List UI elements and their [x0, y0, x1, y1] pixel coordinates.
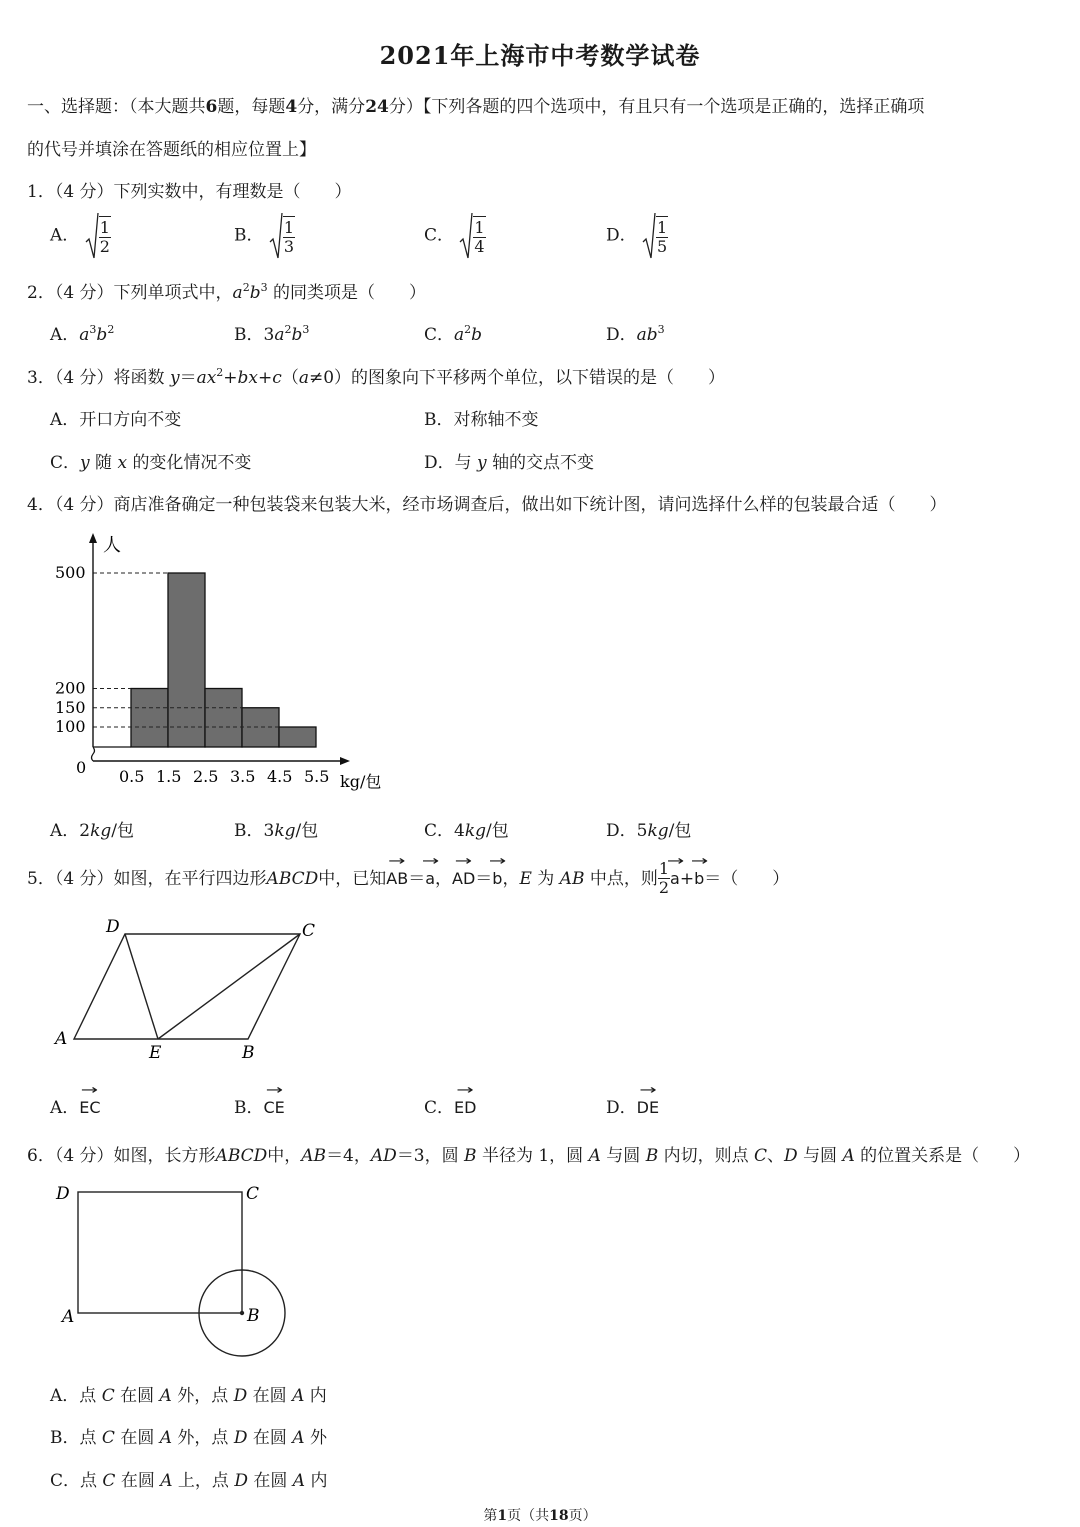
q3-option-a[interactable]: A．开口方向不变	[50, 410, 182, 430]
y-tick-label: 100	[55, 717, 86, 736]
q4-option-d[interactable]: D．5kg/包	[606, 821, 692, 841]
y-tick-label: 0	[76, 758, 87, 777]
q4-option-a[interactable]: A．2kg/包	[50, 821, 135, 841]
q3-option-d[interactable]: D．与 y 轴的交点不变	[424, 453, 595, 473]
histogram-bar	[205, 689, 242, 748]
label-c: C	[302, 921, 316, 941]
y-tick-label: 200	[55, 678, 86, 698]
question-2-stem: 2．（4 分）下列单项式中，$a^2b^3$ 的同类项是（ ）	[27, 281, 426, 303]
q2-option-a[interactable]: A．$a^3b^2$	[50, 323, 115, 345]
q1-option-c[interactable]: C． $\frac{1}{4}$	[424, 212, 486, 260]
q5-option-b[interactable]: B．→ CE	[234, 1093, 285, 1118]
rectangle-circle-figure	[50, 1178, 300, 1363]
x-tick-label: 3.5	[230, 767, 256, 786]
q5-option-d[interactable]: D．→ DE	[606, 1093, 659, 1118]
section-instructions: 一、选择题：（本大题共6题，每题4分，满分24分）【下列各题的四个选项中，有且只有一个选项是正确的，选择正确项	[27, 97, 925, 117]
question-1-stem: 1．（4 分）下列实数中，有理数是（ ）	[27, 182, 352, 202]
q2-option-c[interactable]: C．$a^2b$	[424, 323, 483, 345]
label-d: D	[106, 917, 120, 937]
histogram-chart	[40, 525, 400, 805]
page-footer: 第1页（共18页）	[483, 1508, 597, 1524]
q6-option-a[interactable]: A．点 C 在圆 A 外，点 D 在圆 A 内	[50, 1386, 327, 1406]
y-axis-label: 人	[103, 535, 121, 556]
x-tick-label: 5.5	[304, 767, 330, 786]
y-tick-label: 500	[55, 563, 86, 582]
page-title: 2021年上海市中考数学试卷	[379, 41, 701, 70]
x-tick-label: 0.5	[119, 767, 145, 786]
q5-option-c[interactable]: C．→ ED	[424, 1093, 476, 1118]
segment-ec	[158, 934, 300, 1039]
x-tick-label: 4.5	[267, 767, 293, 786]
q5-option-a[interactable]: A．→ EC	[50, 1093, 101, 1118]
section-instructions-cont: 的代号并填涂在答题纸的相应位置上】	[27, 140, 316, 160]
question-3-stem: 3．（4 分）将函数 $y=ax^2+bx+c(a\ne 0)$的图象向下平移两个单位，以下错误的是（ ）	[27, 366, 726, 388]
axis-break	[92, 747, 95, 761]
histogram-bar	[168, 573, 205, 747]
parallelogram-abcd	[74, 934, 300, 1039]
q4-option-c[interactable]: C．4kg/包	[424, 821, 509, 841]
x-axis-arrow	[340, 757, 350, 765]
y-axis-arrow	[89, 533, 97, 543]
segment-de	[125, 934, 158, 1039]
point-b	[240, 1311, 244, 1315]
y-tick-label: 150	[55, 697, 86, 717]
x-tick-label: 1.5	[156, 767, 182, 786]
parallelogram-figure	[50, 912, 330, 1067]
label-c: C	[246, 1184, 260, 1204]
x-tick-label: 2.5	[193, 767, 219, 786]
histogram-bar	[131, 689, 168, 748]
q1-option-d[interactable]: D． $\frac{1}{5}$	[606, 212, 668, 260]
histogram-bar	[279, 727, 316, 747]
label-a: A	[55, 1029, 68, 1049]
label-b: B	[242, 1043, 255, 1063]
label-b: B	[247, 1306, 260, 1326]
question-5-stem: 5．（4 分）如图，在平行四边形ABCD中，已知→ AB＝→ a，→ AD＝→ b，E 为 AB 中点，则 $\frac{1}{2}$ → a+→ b＝（ ）	[27, 862, 789, 897]
label-a: A	[62, 1307, 75, 1327]
label-e: E	[149, 1043, 162, 1063]
question-6-stem: 6．（4 分）如图，长方形ABCD中，AB＝4，AD＝3，圆 B 半径为 1，圆 A 与圆 B 内切，则点 C、D 与圆 A 的位置关系是（ ）	[27, 1146, 1031, 1166]
q1-option-b[interactable]: B． $\frac{1}{3}$	[234, 212, 295, 260]
q6-option-b[interactable]: B．点 C 在圆 A 外，点 D 在圆 A 外	[50, 1428, 327, 1448]
q6-option-c[interactable]: C．点 C 在圆 A 上，点 D 在圆 A 内	[50, 1471, 328, 1491]
q4-option-b[interactable]: B．3kg/包	[234, 821, 319, 841]
x-axis-label: kg/包	[340, 772, 382, 791]
label-d: D	[56, 1184, 70, 1204]
rectangle-abcd	[78, 1192, 242, 1313]
q3-option-c[interactable]: C．y 随 x 的变化情况不变	[50, 453, 252, 473]
q2-option-b[interactable]: B．$3a^2b^3$	[234, 323, 310, 345]
question-4-stem: 4．（4 分）商店准备确定一种包装袋来包装大米，经市场调查后，做出如下统计图，请问选择什么样的包装最合适（ ）	[27, 495, 947, 515]
q2-option-d[interactable]: D．$ab^3$	[606, 323, 665, 345]
q3-option-b[interactable]: B．对称轴不变	[424, 410, 539, 430]
q1-option-a[interactable]: A． $\frac{1}{2}$	[50, 212, 111, 260]
